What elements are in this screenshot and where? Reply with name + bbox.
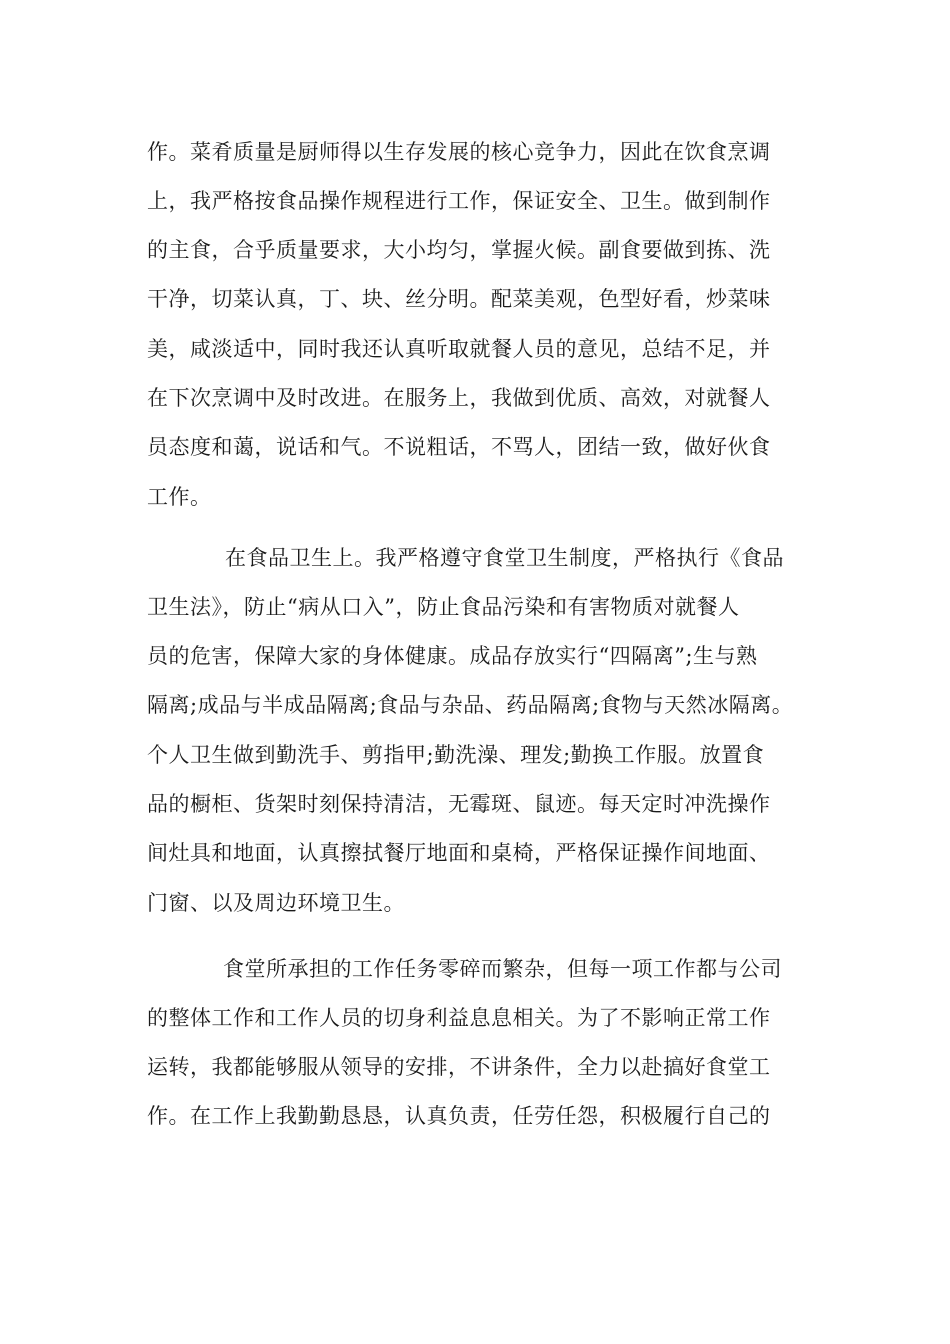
paragraph-line: 在食品卫生上。我严格遵守食堂卫生制度，严格执行《食品 xyxy=(225,546,784,570)
paragraph-line: 食堂所承担的工作任务零碎而繁杂，但每一项工作都与公司 xyxy=(223,957,782,981)
paragraph-line: 员的危害，保障大家的身体健康。成品存放实行“四隔离”;生与熟 xyxy=(147,644,758,668)
paragraph-line: 作。菜肴质量是厨师得以生存发展的核心竞争力，因此在饮食烹调 xyxy=(147,140,771,164)
paragraph-line: 的主食，合乎质量要求，大小均匀，掌握火候。副食要做到拣、洗 xyxy=(147,238,771,262)
paragraph-line: 品的橱柜、货架时刻保持清洁，无霉斑、鼠迹。每天定时冲洗操作 xyxy=(147,792,771,816)
paragraph-line: 隔离;成品与半成品隔离;食品与杂品、药品隔离;食物与天然冰隔离。 xyxy=(147,693,794,717)
paragraph-line: 上，我严格按食品操作规程进行工作，保证安全、卫生。做到制作 xyxy=(147,189,771,213)
paragraph-line: 工作。 xyxy=(147,485,212,509)
paragraph-line: 美，咸淡适中，同时我还认真听取就餐人员的意见，总结不足，并 xyxy=(147,337,771,361)
paragraph-line: 在下次烹调中及时改进。在服务上，我做到优质、高效，对就餐人 xyxy=(147,386,771,410)
paragraph-line: 间灶具和地面，认真擦拭餐厅地面和桌椅，严格保证操作间地面、 xyxy=(147,841,771,865)
paragraph-line: 卫生法》，防止“病从口入”，防止食品污染和有害物质对就餐人 xyxy=(147,595,740,619)
paragraph-line: 运转，我都能够服从领导的安排，不讲条件，全力以赴搞好食堂工 xyxy=(147,1055,771,1079)
paragraph-line: 门窗、以及周边环境卫生。 xyxy=(147,891,405,915)
paragraph-line: 作。在工作上我勤勤恳恳，认真负责，任劳任怨，积极履行自己的 xyxy=(147,1104,771,1128)
paragraph-line: 干净，切菜认真，丁、块、丝分明。配菜美观，色型好看，炒菜味 xyxy=(147,287,771,311)
paragraph-line: 的整体工作和工作人员的切身利益息息相关。为了不影响正常工作 xyxy=(147,1006,771,1030)
paragraph-line: 员态度和蔼，说话和气。不说粗话，不骂人，团结一致，做好伙食 xyxy=(147,435,771,459)
paragraph-line: 个人卫生做到勤洗手、剪指甲;勤洗澡、理发;勤换工作服。放置食 xyxy=(147,743,765,767)
